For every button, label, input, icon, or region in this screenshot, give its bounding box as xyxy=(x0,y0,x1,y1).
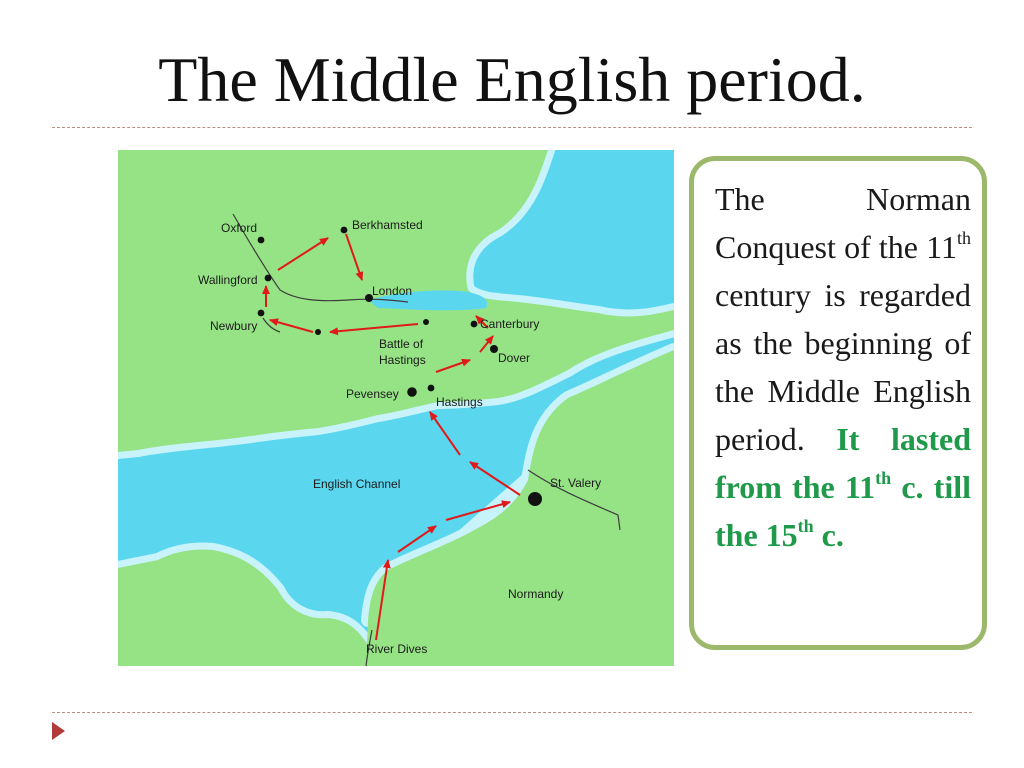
marker-hastings xyxy=(428,385,435,392)
label-hastings-battle: Hastings xyxy=(379,353,426,367)
title-divider xyxy=(52,127,972,128)
label-canterbury: Canterbury xyxy=(480,317,540,331)
label-berkhamsted: Berkhamsted xyxy=(352,218,423,232)
nav-arrow-icon[interactable] xyxy=(52,722,65,740)
highlight-part-1: It lasted from the 11 xyxy=(715,421,972,505)
label-battle-of: Battle of xyxy=(379,337,424,351)
label-pevensey: Pevensey xyxy=(346,387,399,401)
marker-wallingford xyxy=(265,275,272,282)
label-newbury: Newbury xyxy=(210,319,258,333)
footer-divider xyxy=(52,712,972,713)
label-english-channel: English Channel xyxy=(313,477,401,491)
marker-canterbury xyxy=(471,321,478,328)
superscript-th-1: th xyxy=(956,228,971,248)
label-oxford: Oxford xyxy=(221,221,258,235)
label-wallingford: Wallingford xyxy=(198,273,258,287)
label-st-valery: St. Valery xyxy=(550,476,602,490)
marker-newbury xyxy=(258,310,265,317)
marker-berkhamsted xyxy=(341,227,348,234)
marker-dover xyxy=(490,345,498,353)
label-hastings: Hastings xyxy=(436,395,483,409)
marker-st-valery xyxy=(528,492,542,506)
slide-title: The Middle English period. xyxy=(158,44,866,115)
superscript-th-3: th xyxy=(797,516,814,536)
label-river-dives: River Dives xyxy=(366,642,428,656)
marker-waypoint xyxy=(315,329,321,335)
marker-pevensey xyxy=(407,387,417,397)
marker-waypoint-2 xyxy=(423,319,429,325)
label-normandy: Normandy xyxy=(508,587,564,601)
map-svg xyxy=(118,150,674,666)
highlight-part-2: c. till the 15 xyxy=(715,469,971,553)
norman-conquest-map xyxy=(118,150,674,666)
textbox-paragraph xyxy=(715,175,971,559)
text-part-1: The Norman Conquest of the 11 xyxy=(715,181,971,265)
text-part-2: century is regarded as the beginning of the Middle English period. xyxy=(715,277,971,457)
text-box xyxy=(689,156,987,650)
label-london: London xyxy=(372,284,413,298)
highlight-part-3: c. xyxy=(813,517,844,553)
superscript-th-2: th xyxy=(875,468,892,488)
label-dover: Dover xyxy=(498,351,531,365)
marker-oxford xyxy=(258,237,265,244)
